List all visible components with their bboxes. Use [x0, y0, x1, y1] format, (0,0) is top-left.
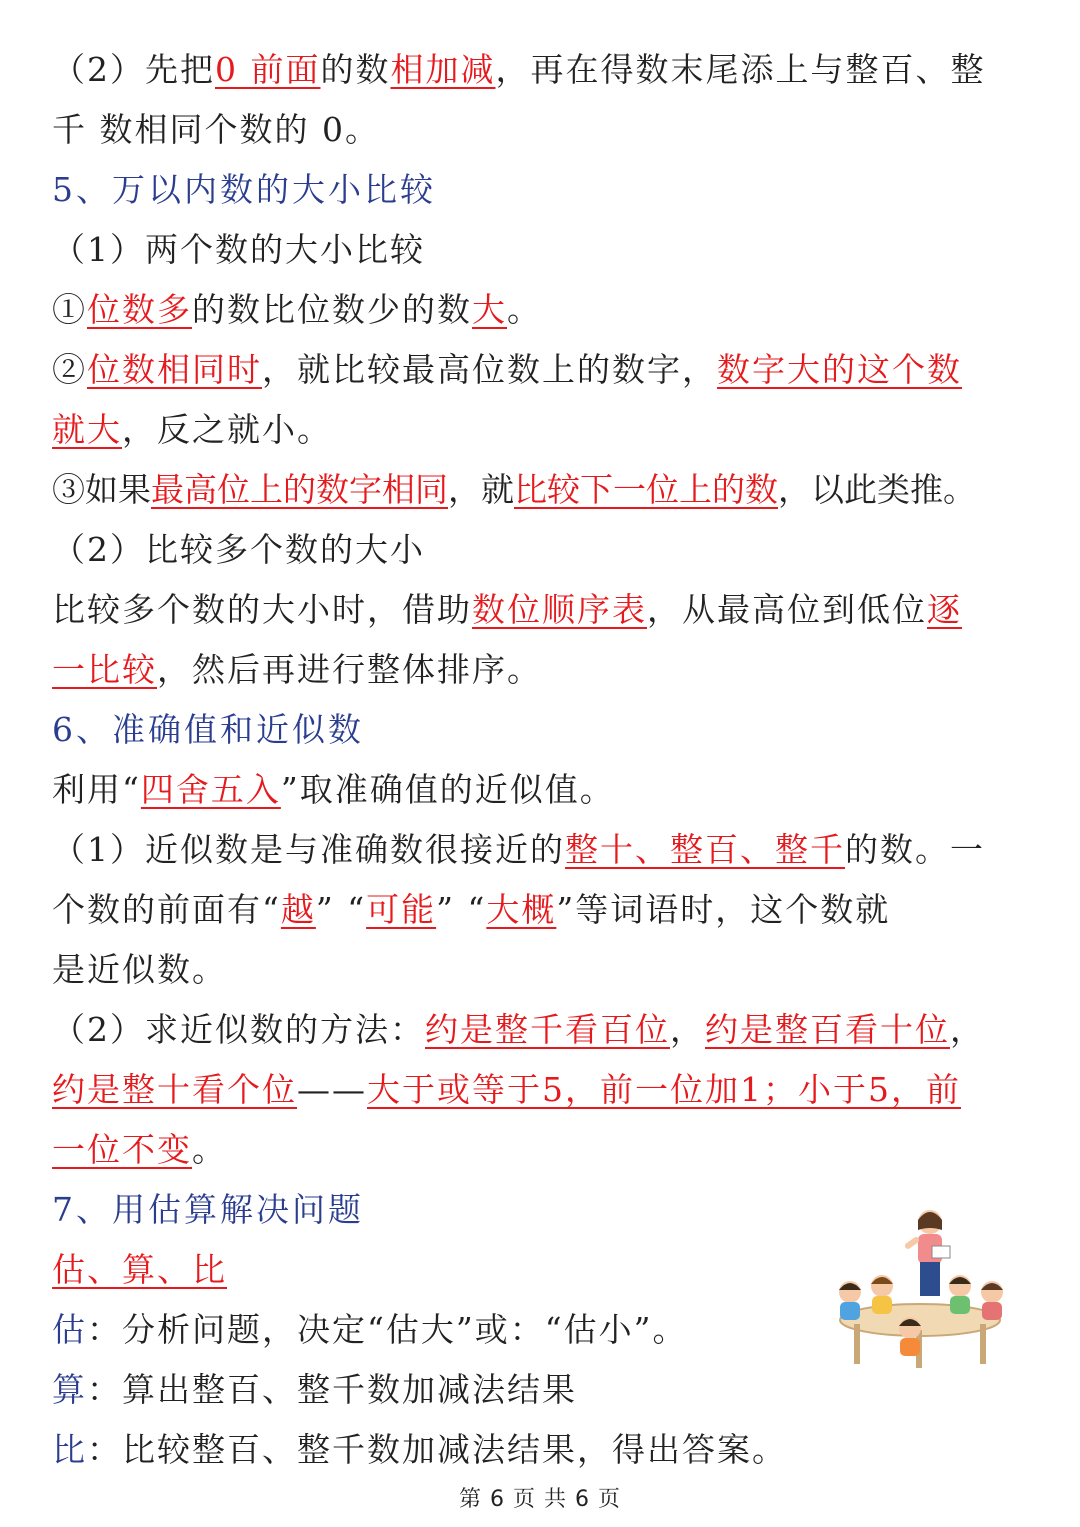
teacher-figure [904, 1210, 950, 1296]
text-segment: ，以此类推。 [778, 470, 976, 509]
text-segment: ，从最高位到低位 [647, 590, 927, 629]
highlight-text: 越 [280, 890, 316, 929]
section-heading-6: 6、准确值和近似数 [52, 710, 364, 749]
text-segment: 个数的前面有“ [52, 890, 281, 929]
text-segment: ” “ [436, 890, 487, 929]
text-segment: ③如果 [52, 470, 151, 509]
text-segment: （2）先把 [52, 50, 215, 89]
text-line-18 [52, 1060, 1032, 1120]
text-line-24 [52, 1420, 1032, 1480]
highlight-text: 相加减 [390, 50, 496, 89]
text-segment: ：比较整百、整千数加减法结果，得出答案。 [87, 1430, 787, 1469]
label-estimate: 估 [52, 1310, 87, 1349]
highlight-text: 比较下一位上的数 [514, 470, 778, 509]
text-line-16: 是近似数。 [52, 950, 227, 989]
text-segment: ”取准确值的近似值。 [280, 770, 615, 809]
text-segment: ① [52, 290, 87, 329]
text-line-19 [52, 1120, 1032, 1180]
text-line-5 [52, 280, 1032, 340]
text-line-1 [52, 40, 1032, 100]
text-segment: （2）求近似数的方法： [52, 1010, 425, 1049]
label-calculate: 算 [52, 1370, 87, 1409]
highlight-text: 四舍五入 [140, 770, 281, 809]
text-segment: 。 [192, 1130, 227, 1169]
text-segment: ，再在得数末尾添上与整百、整 [495, 50, 986, 89]
highlight-text: 数字大的这个数 [717, 350, 962, 389]
text-segment: ”等词语时，这个数就 [556, 890, 891, 929]
highlight-text: 大 [472, 290, 507, 329]
highlight-text: 逐 [927, 590, 962, 629]
highlight-text: 数位顺序表 [472, 590, 647, 629]
text-line-13 [52, 760, 1032, 820]
subheading-two-number-compare: （1）两个数的大小比较 [52, 230, 425, 269]
text-segment: ② [52, 350, 87, 389]
text-segment: 的数。一 [845, 830, 985, 869]
text-line-15 [52, 880, 1032, 940]
text-segment: 利用“ [52, 770, 141, 809]
text-segment: ，就比较最高位数上的数字， [262, 350, 717, 389]
text-segment: ， [670, 1010, 705, 1049]
table [840, 1304, 1000, 1368]
text-line-2: 千 数相同个数的 0。 [52, 110, 380, 149]
highlight-text: 约是整十看个位 [52, 1070, 297, 1109]
highlight-text: 估、算、比 [52, 1250, 227, 1289]
text-segment: ，然后再进行整体排序。 [157, 650, 542, 689]
text-segment: —— [297, 1070, 367, 1109]
text-line-6 [52, 340, 1032, 400]
text-segment: ，就 [448, 470, 514, 509]
highlight-text: 约是整百看十位 [705, 1010, 950, 1049]
highlight-text: 位数相同时 [87, 350, 262, 389]
highlight-text: 可能 [366, 890, 437, 929]
section-heading-7: 7、用估算解决问题 [52, 1190, 364, 1229]
text-segment: ：算出整百、整千数加减法结果 [87, 1370, 577, 1409]
highlight-text: 约是整千看百位 [425, 1010, 670, 1049]
highlight-text: 一比较 [52, 650, 157, 689]
highlight-text: 0 前面 [215, 50, 321, 89]
highlight-text: 最高位上的数字相同 [151, 470, 448, 509]
text-line-11 [52, 640, 1032, 700]
page-footer: 第 6 页 共 6 页 [459, 1487, 621, 1512]
highlight-text: 大概 [486, 890, 557, 929]
text-segment: 的数比位数少的数 [192, 290, 472, 329]
text-segment: 。 [507, 290, 542, 329]
text-segment: ：分析问题，决定“估大”或：“估小”。 [87, 1310, 688, 1349]
section-heading-5: 5、万以内数的大小比较 [52, 170, 436, 209]
text-segment: （1）近似数是与准确数很接近的 [52, 830, 565, 869]
subheading-multi-number-compare: （2）比较多个数的大小 [52, 530, 425, 569]
text-segment: ” “ [315, 890, 367, 929]
text-segment: 的数 [320, 50, 391, 89]
classroom-illustration [820, 1200, 1020, 1380]
highlight-text: 就大 [52, 410, 122, 449]
text-line-14 [52, 820, 1032, 880]
highlight-text: 整十、整百、整千 [565, 830, 845, 869]
highlight-text: 位数多 [87, 290, 192, 329]
text-line-7 [52, 400, 1032, 460]
text-segment: ， [950, 1010, 985, 1049]
highlight-text: 大于或等于5，前一位加1；小于5，前 [367, 1070, 961, 1109]
text-segment: ，反之就小。 [122, 410, 332, 449]
label-compare: 比 [52, 1430, 87, 1469]
text-line-17 [52, 1000, 1032, 1060]
highlight-text: 一位不变 [52, 1130, 192, 1169]
text-segment: 比较多个数的大小时，借助 [52, 590, 472, 629]
text-line-8 [52, 460, 1032, 520]
text-line-10 [52, 580, 1032, 640]
